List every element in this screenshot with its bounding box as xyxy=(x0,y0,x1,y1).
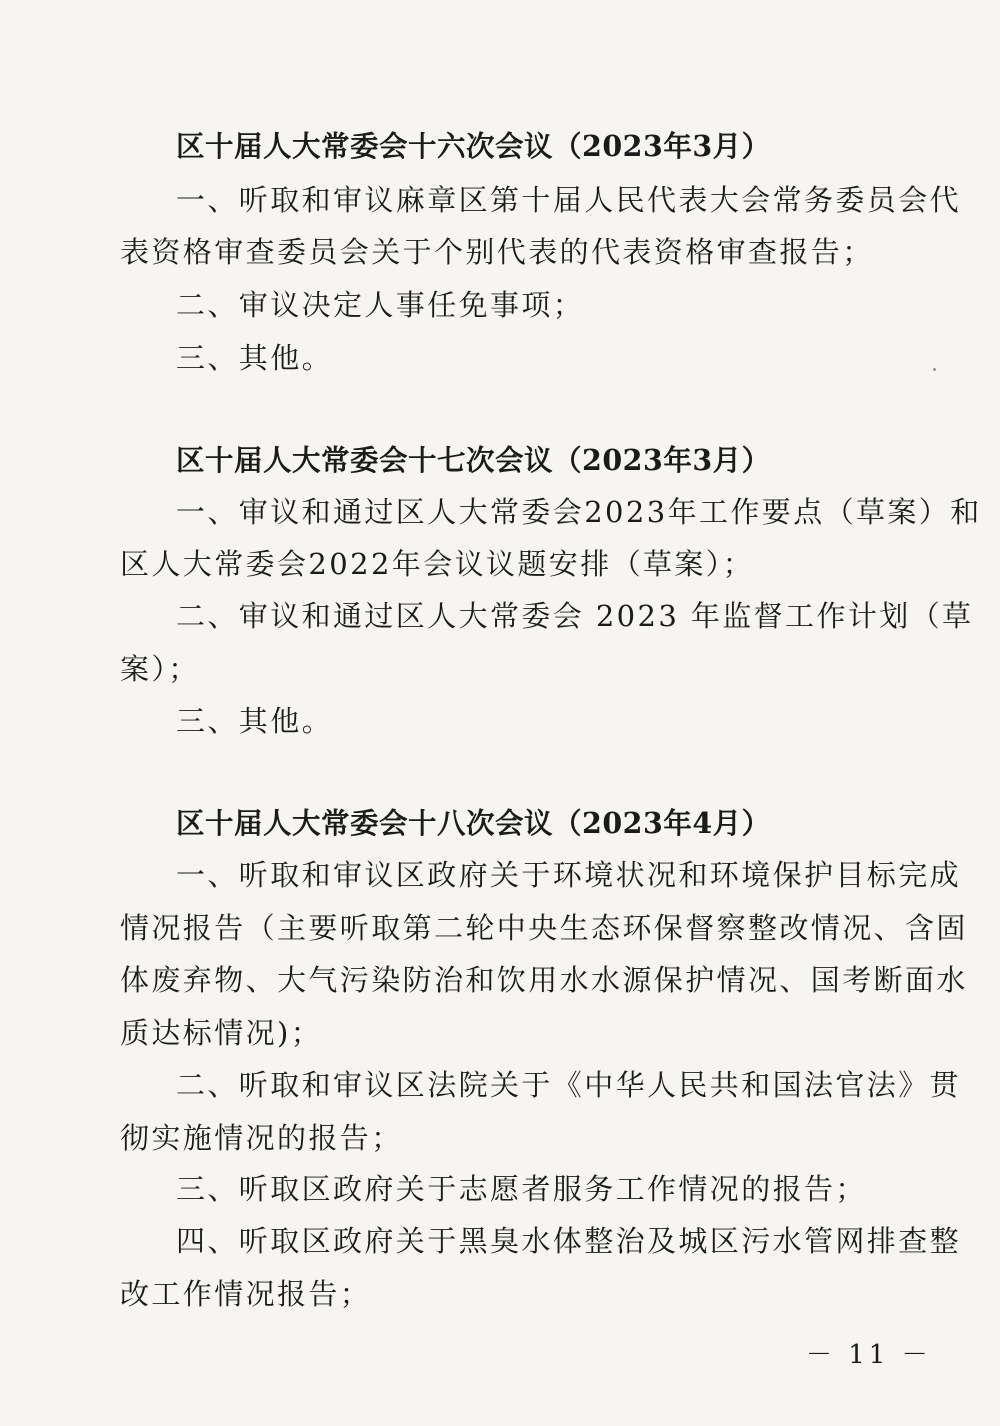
paragraph-line: 二、审议和通过区人大常委会 2023 年监督工作计划（草 xyxy=(176,599,974,633)
paragraph-line: 案）； xyxy=(120,652,200,686)
paragraph-line: 一、审议和通过区人大常委会2023年工作要点（草案）和 xyxy=(176,495,982,529)
paragraph-line: 三、其他。 xyxy=(176,704,334,738)
scan-speck xyxy=(933,368,936,371)
paragraph-line: 质达标情况)； xyxy=(120,1016,323,1050)
paragraph-line: 表资格审查委员会关于个别代表的代表资格审查报告； xyxy=(120,235,874,269)
section-heading: 区十届人大常委会十七次会议（2023年3月） xyxy=(176,443,771,477)
page-number: － 11 － xyxy=(806,1340,932,1370)
section-heading: 区十届人大常委会十八次会议（2023年4月） xyxy=(176,806,771,840)
paragraph-line: 体废弃物、大气污染防治和饮用水水源保护情况、国考断面水 xyxy=(120,963,968,997)
paragraph-line: 彻实施情况的报告； xyxy=(120,1121,403,1155)
paragraph-line: 一、听取和审议区政府关于环境状况和环境保护目标完成 xyxy=(176,858,962,892)
paragraph-line: 三、听取区政府关于志愿者服务工作情况的报告； xyxy=(176,1172,867,1206)
paragraph-line: 二、听取和审议区法院关于《中华人民共和国法官法》贯 xyxy=(176,1068,962,1102)
paragraph-line: 改工作情况报告； xyxy=(120,1277,372,1311)
section-heading: 区十届人大常委会十六次会议（2023年3月） xyxy=(176,129,771,163)
paragraph-line: 情况报告（主要听取第二轮中央生态环保督察整改情况、含固 xyxy=(120,911,968,945)
paragraph-line: 一、听取和审议麻章区第十届人民代表大会常务委员会代 xyxy=(176,183,962,217)
paragraph-line: 三、其他。 xyxy=(176,341,334,375)
paragraph-line: 区人大常委会2022年会议议题安排（草案）； xyxy=(120,547,755,581)
paragraph-line: 四、听取区政府关于黑臭水体整治及城区污水管网排查整 xyxy=(176,1224,962,1258)
paragraph-line: 二、审议决定人事任免事项； xyxy=(176,288,585,322)
